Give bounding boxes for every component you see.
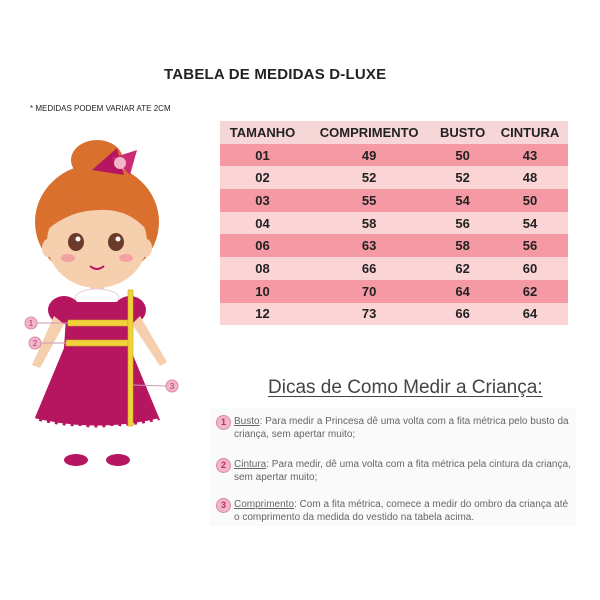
tip-term: Busto [234, 416, 260, 427]
girl-illustration [12, 130, 212, 480]
cell-bust: 58 [433, 234, 492, 257]
tip-length [216, 498, 576, 524]
cell-waist: 48 [492, 166, 568, 189]
cell-length: 55 [305, 189, 433, 212]
tip-bust [216, 415, 576, 441]
size-table [220, 121, 568, 325]
tip-text: : Para medir a Princesa dê uma volta com a fita métrica pelo busto da criança, sem apertar muito; [234, 416, 569, 440]
table-row [220, 166, 568, 189]
cell-size: 12 [220, 303, 305, 326]
tip-text: : Para medir, dê uma volta com a fita métrica pela cintura da criança, sem apertar muito; [234, 459, 571, 483]
tip-number-2: 2 [216, 458, 231, 473]
tip-term: Comprimento [234, 499, 295, 510]
measurement-note: * MEDIDAS PODEM VARIAR ATE 2CM [30, 104, 171, 113]
header-cintura: CINTURA [492, 121, 568, 144]
cell-length: 58 [305, 212, 433, 235]
marker-1 [25, 317, 37, 329]
table-row [220, 257, 568, 280]
header-busto: BUSTO [433, 121, 492, 144]
cell-size: 03 [220, 189, 305, 212]
table-row [220, 280, 568, 303]
cell-waist: 64 [492, 303, 568, 326]
cell-size: 02 [220, 166, 305, 189]
cell-size: 10 [220, 280, 305, 303]
table-header-row [220, 121, 568, 144]
tip-term: Cintura [234, 459, 267, 470]
cell-length: 63 [305, 234, 433, 257]
tip-waist [216, 458, 576, 484]
svg-text:3: 3 [169, 382, 175, 391]
cell-bust: 52 [433, 166, 492, 189]
cell-length: 73 [305, 303, 433, 326]
cell-size: 08 [220, 257, 305, 280]
tip-number-1: 1 [216, 415, 231, 430]
cell-bust: 62 [433, 257, 492, 280]
page-title: TABELA DE MEDIDAS D-LUXE [164, 66, 387, 83]
table-row [220, 303, 568, 326]
cell-waist: 43 [492, 144, 568, 167]
cell-bust: 64 [433, 280, 492, 303]
cell-size: 01 [220, 144, 305, 167]
cell-length: 49 [305, 144, 433, 167]
marker-2 [29, 337, 41, 349]
svg-text:1: 1 [28, 319, 34, 328]
cell-waist: 50 [492, 189, 568, 212]
cell-length: 70 [305, 280, 433, 303]
table-row [220, 212, 568, 235]
tips-title: Dicas de Como Medir a Criança: [268, 377, 543, 398]
cell-bust: 50 [433, 144, 492, 167]
cell-waist: 62 [492, 280, 568, 303]
tip-text: : Com a fita métrica, comece a medir do ombro da criança até o comprimento da medida do vestido na tabela acima. [234, 499, 569, 523]
svg-text:2: 2 [32, 339, 38, 348]
cell-bust: 54 [433, 189, 492, 212]
marker-3 [166, 380, 178, 392]
table-row [220, 144, 568, 167]
cell-length: 66 [305, 257, 433, 280]
header-tamanho: TAMANHO [220, 121, 305, 144]
table-row [220, 234, 568, 257]
tip-number-3: 3 [216, 498, 231, 513]
cell-waist: 56 [492, 234, 568, 257]
cell-size: 04 [220, 212, 305, 235]
cell-length: 52 [305, 166, 433, 189]
cell-waist: 54 [492, 212, 568, 235]
cell-bust: 56 [433, 212, 492, 235]
header-comprimento: COMPRIMENTO [305, 121, 433, 144]
cell-size: 06 [220, 234, 305, 257]
cell-waist: 60 [492, 257, 568, 280]
table-row [220, 189, 568, 212]
cell-bust: 66 [433, 303, 492, 326]
